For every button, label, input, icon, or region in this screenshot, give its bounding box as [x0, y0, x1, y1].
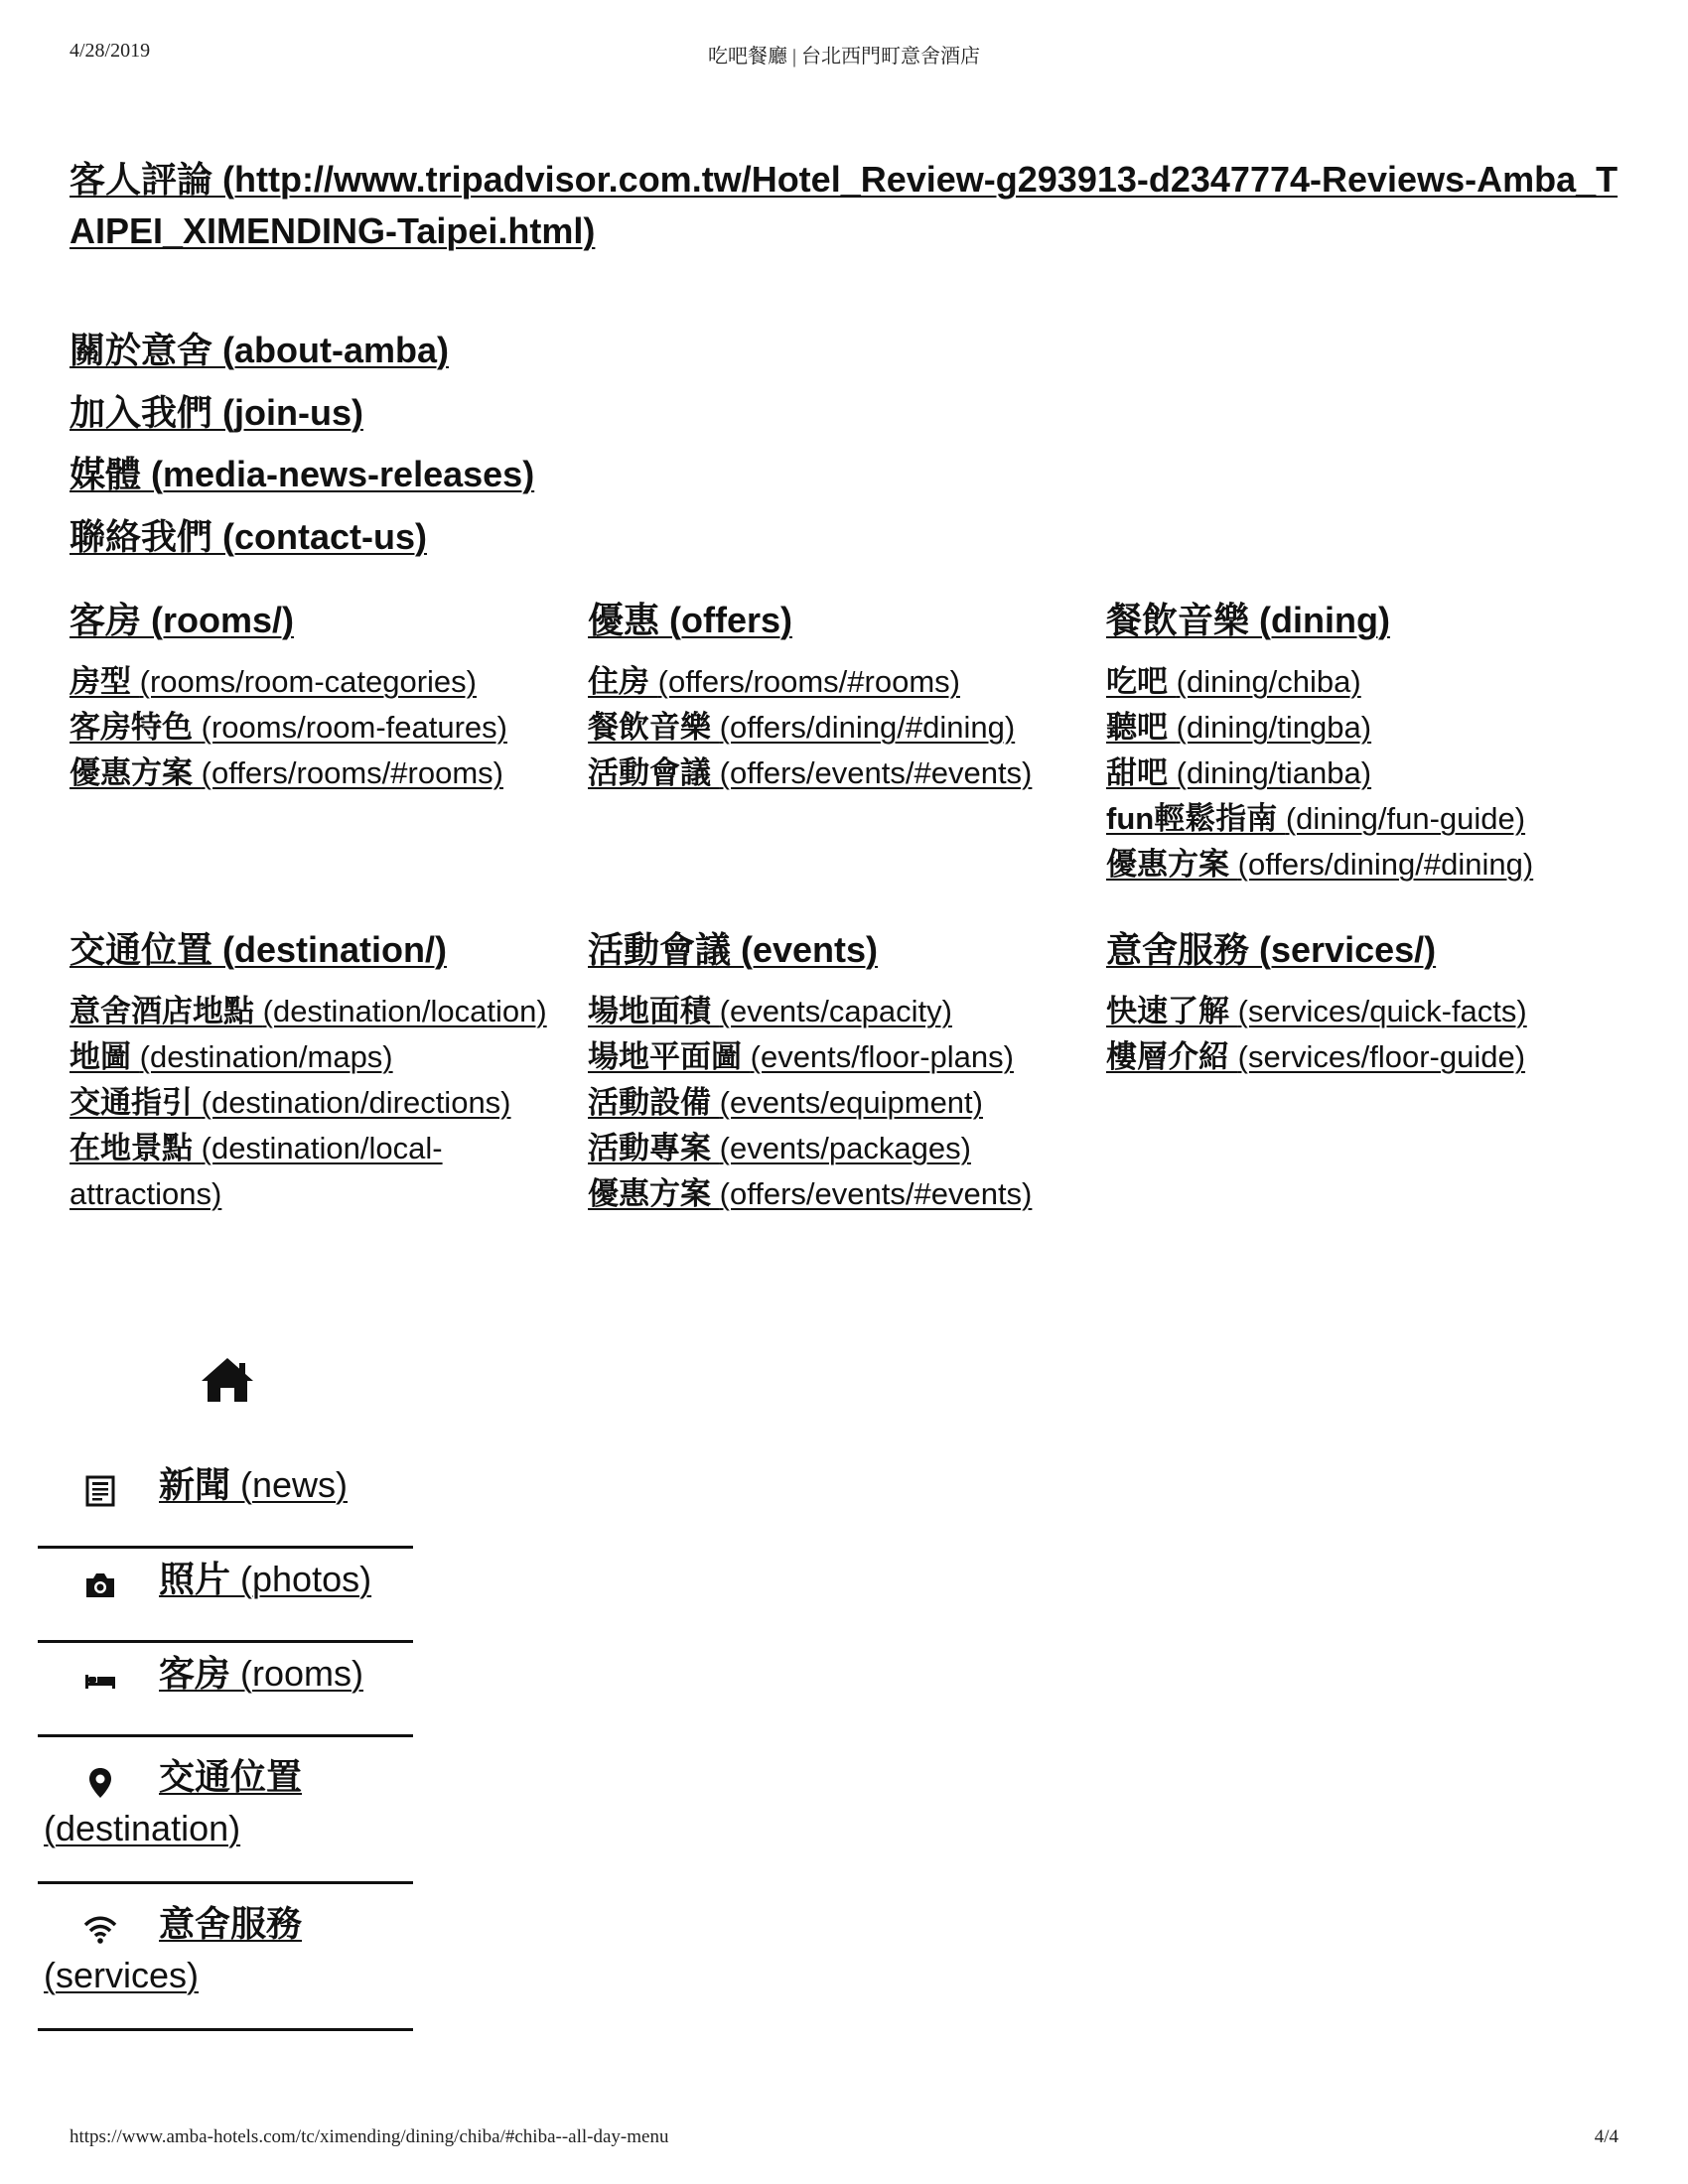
offers-rooms-link[interactable]: 住房 (offers/rooms/#rooms) — [588, 664, 960, 699]
quick-facts-link[interactable]: 快速了解 (services/quick-facts) — [1106, 994, 1527, 1028]
location-link[interactable]: 意舍酒店地點 (destination/location) — [70, 994, 547, 1028]
dining-offers-link[interactable]: 優惠方案 (offers/dining/#dining) — [1106, 847, 1534, 882]
destination-heading-link[interactable]: 交通位置 (destination/) — [70, 929, 447, 970]
services-section — [1106, 925, 1624, 1217]
capacity-link[interactable]: 場地面積 (events/capacity) — [588, 994, 952, 1028]
rooms-heading-link[interactable]: 客房 (rooms/) — [70, 600, 295, 640]
room-features-link[interactable]: 客房特色 (rooms/room-features) — [70, 710, 507, 745]
offers-dining-link[interactable]: 餐飲音樂 (offers/dining/#dining) — [588, 710, 1016, 745]
page-url: https://www.amba-hotels.com/tc/ximending/dining/chiba/#chiba--all-day-menu — [70, 2126, 669, 2147]
tingba-link[interactable]: 聽吧 (dining/tingba) — [1106, 710, 1372, 745]
tripadvisor-review-link[interactable]: 客人評論 (http://www.tripadvisor.com.tw/Hotel_Review-g293913-d2347774-Reviews-Amba_TAIPEI_XIMENDING-Taipei.html) — [70, 159, 1618, 251]
print-date: 4/28/2019 — [70, 40, 151, 62]
dining-heading-link[interactable]: 餐飲音樂 (dining) — [1106, 600, 1390, 640]
equipment-link[interactable]: 活動設備 (events/equipment) — [588, 1085, 983, 1120]
about-item — [70, 506, 534, 569]
services-path-link[interactable]: (services) — [44, 1955, 200, 1995]
sitemap-row-2 — [70, 925, 1618, 1217]
destination-section — [70, 925, 588, 1217]
maps-link[interactable]: 地圖 (destination/maps) — [70, 1039, 393, 1074]
offers-heading-link[interactable]: 優惠 (offers) — [588, 600, 792, 640]
events-list — [588, 989, 1106, 1217]
newspaper-icon — [83, 1470, 117, 1504]
media-link[interactable]: 媒體 (media-news-releases) — [70, 454, 535, 494]
offers-list — [588, 659, 1106, 796]
directions-link[interactable]: 交通指引 (destination/directions) — [70, 1085, 511, 1120]
page-title: 吃吧餐廳 | 台北西門町意舍酒店 — [707, 46, 980, 68]
room-categories-link[interactable]: 房型 (rooms/room-categories) — [70, 664, 477, 699]
rooms-link[interactable]: 客房 (rooms) — [159, 1653, 364, 1694]
services-heading-link[interactable]: 意舍服務 (services/) — [1106, 929, 1437, 970]
chiba-link[interactable]: 吃吧 (dining/chiba) — [1106, 664, 1361, 699]
news-link[interactable]: 新聞 (news) — [159, 1464, 349, 1505]
rooms-section — [70, 596, 588, 887]
destination-list — [70, 989, 588, 1217]
rooms-offers-link[interactable]: 優惠方案 (offers/rooms/#rooms) — [70, 755, 503, 790]
map-pin-icon — [83, 1762, 117, 1796]
local-attractions-link[interactable]: 在地景點 (destination/local-attractions) — [70, 1131, 443, 1211]
destination-link[interactable]: 交通位置 — [159, 1756, 303, 1797]
side-nav-item-photos[interactable] — [38, 1549, 413, 1643]
services-list — [1106, 989, 1624, 1080]
side-nav — [38, 1454, 413, 2031]
events-heading-link[interactable]: 活動會議 (events) — [588, 929, 879, 970]
photos-link[interactable]: 照片 (photos) — [159, 1559, 372, 1599]
bed-icon — [83, 1659, 117, 1693]
contact-us-link[interactable]: 聯絡我們 (contact-us) — [70, 515, 428, 557]
events-offers-link[interactable]: 優惠方案 (offers/events/#events) — [588, 1176, 1033, 1211]
events-section — [588, 925, 1106, 1217]
dining-section — [1106, 596, 1624, 887]
side-nav-item-destination[interactable] — [38, 1737, 413, 1884]
about-item — [70, 382, 534, 445]
print-header — [0, 40, 1688, 69]
about-item — [70, 320, 534, 382]
about-links — [70, 320, 534, 568]
about-amba-link[interactable]: 關於意舍 (about-amba) — [70, 330, 449, 370]
about-item — [70, 444, 534, 506]
rooms-list — [70, 659, 588, 796]
join-us-link[interactable]: 加入我們 (join-us) — [70, 391, 363, 433]
services-link[interactable]: 意舍服務 — [159, 1903, 303, 1944]
offers-section — [588, 596, 1106, 887]
offers-events-link[interactable]: 活動會議 (offers/events/#events) — [588, 755, 1033, 790]
side-nav-item-news[interactable] — [38, 1454, 413, 1549]
dining-list — [1106, 659, 1624, 887]
fun-guide-link[interactable]: fun輕鬆指南 (dining/fun-guide) — [1106, 801, 1526, 836]
floor-plans-link[interactable]: 場地平面圖 (events/floor-plans) — [588, 1039, 1014, 1074]
side-nav-item-rooms[interactable] — [38, 1643, 413, 1737]
side-nav-item-services[interactable] — [38, 1884, 413, 2031]
destination-path-link[interactable]: (destination) — [44, 1808, 241, 1848]
packages-link[interactable]: 活動專案 (events/packages) — [588, 1131, 971, 1165]
review-link-block — [70, 154, 1618, 257]
sitemap-row-1 — [70, 596, 1618, 887]
camera-icon — [83, 1565, 117, 1598]
tianba-link[interactable]: 甜吧 (dining/tianba) — [1106, 755, 1372, 790]
page-number: 4/4 — [1594, 2126, 1618, 2147]
home-icon[interactable] — [199, 1355, 256, 1405]
wifi-icon — [83, 1909, 117, 1943]
floor-guide-link[interactable]: 樓層介紹 (services/floor-guide) — [1106, 1039, 1526, 1074]
